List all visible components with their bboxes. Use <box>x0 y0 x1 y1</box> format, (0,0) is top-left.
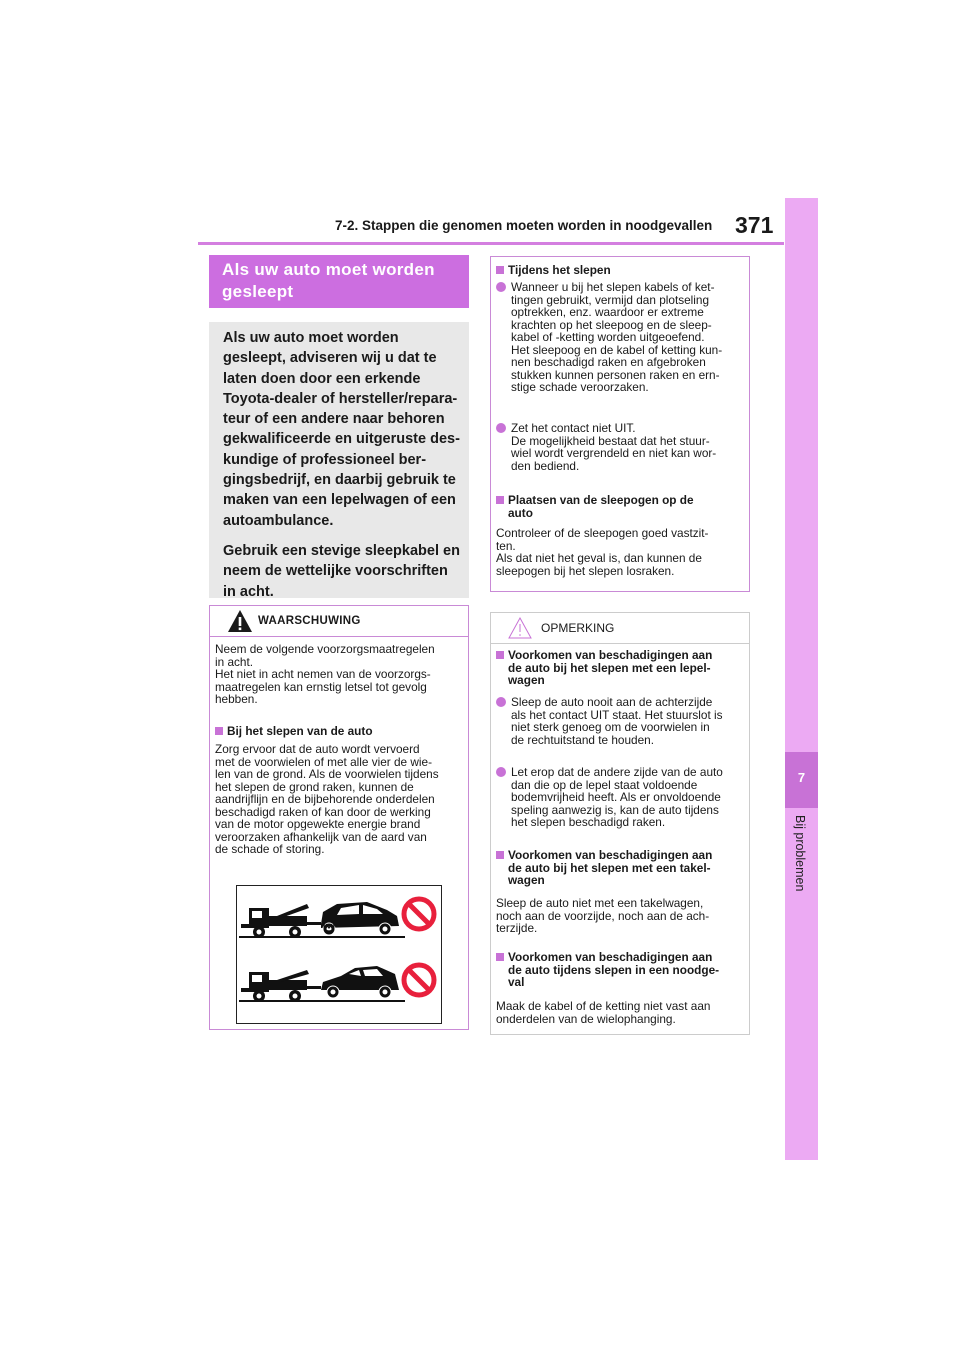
text-line: nen beschadigd raken en afgebroken <box>511 355 706 369</box>
text-line: hebben. <box>215 692 258 706</box>
subheading-text: Voorkomen van beschadigingen aan <box>508 848 713 862</box>
subheading-text: val <box>508 975 525 989</box>
note-box <box>490 612 750 1035</box>
round-bullet-icon <box>496 282 506 292</box>
text-line: De mogelijkheid bestaat dat het stuur- <box>511 433 710 448</box>
text-line: Het sleepoog en de kabel of ketting kun- <box>511 342 723 357</box>
text-line: tingen gebruikt, vermijd dan plotseling <box>511 292 710 307</box>
intro-line: autoambulance. <box>223 512 334 529</box>
caution-outline-triangle-icon <box>508 617 532 639</box>
text-line: niet sterk genoeg om de voorwielen in <box>511 720 710 734</box>
intro-line: gingsbedrijf, en daarbij gebruik te <box>223 472 456 489</box>
intro-line: maken van een lepelwagen of een <box>223 492 456 509</box>
intro-line: laten doen door een erkende <box>223 370 421 387</box>
text-line: aandrijflijn en de bijbehorende onderdelen <box>215 792 435 806</box>
subheading-text: Tijdens het slepen <box>508 263 611 277</box>
text-line: noch aan de voorzijde, noch aan de ach- <box>496 908 710 923</box>
intro-line: gesleept, adviseren wij u dat te <box>223 350 437 367</box>
intro-line: teur of een andere naar behoren <box>223 411 445 428</box>
text-line: Let erop dat de andere zijde van de auto <box>511 765 723 779</box>
towing-illustration <box>236 885 442 1024</box>
note-header <box>491 613 749 644</box>
body-text <box>496 897 746 935</box>
text-line: de rechtuitstand te houden. <box>511 732 654 747</box>
subheading-text: wagen <box>508 873 545 887</box>
subheading <box>496 951 746 989</box>
text-line: onderdelen van de wielophanging. <box>496 1011 676 1026</box>
towed-hatchback-icon <box>321 966 399 998</box>
text-line: het slepen de grond raken, kunnen de <box>215 779 414 794</box>
subheading-text: Plaatsen van de sleepogen op de <box>508 493 694 507</box>
text-line: kabel of -ketting worden uitgeoefend. <box>511 330 705 344</box>
round-bullet-icon <box>496 697 506 707</box>
intro-line: Toyota-dealer of hersteller/repara- <box>223 390 458 407</box>
square-bullet-icon <box>215 727 223 735</box>
subheading <box>496 849 746 887</box>
prohibited-towing-image <box>237 886 441 1023</box>
square-bullet-icon <box>496 953 504 961</box>
text-line: maatregelen kan ernstig letsel tot gevolg <box>215 679 427 694</box>
text-line: stukken kunnen personen raken en ern- <box>511 367 720 382</box>
subheading-text: auto <box>508 505 533 520</box>
text-line: met de voorwielen of met alle vier de wie- <box>215 754 433 769</box>
warning-body <box>215 743 465 856</box>
text-line: stige schade veroorzaken. <box>511 380 649 394</box>
towed-suv-icon <box>321 902 399 935</box>
subheading-text: de auto bij het slepen met een takel- <box>508 860 711 875</box>
text-line: speling aanwezig is, kan de auto tijdens <box>511 802 719 817</box>
intro-line: neem de wettelijke voorschriften <box>223 563 448 580</box>
bullet-item <box>496 422 746 472</box>
subheading-text: wagen <box>508 673 545 687</box>
text-line: als het contact UIT staat. Het stuurslot is <box>511 707 723 722</box>
square-bullet-icon <box>496 851 504 859</box>
text-line: wiel wordt vergrendeld en niet kan wor- <box>511 446 717 460</box>
chapter-number: 7 <box>797 770 806 785</box>
intro-paragraph <box>223 328 461 531</box>
body-text <box>496 527 746 577</box>
wrecker-truck-icon <box>241 904 321 938</box>
text-line: de schade of storing. <box>215 842 325 856</box>
warning-subheading <box>215 725 465 738</box>
text-line: Zorg ervoor dat de auto wordt vervoerd <box>215 742 420 756</box>
chapter-side-tab <box>785 198 818 1160</box>
page-number: 371 <box>735 212 774 238</box>
text-line: beschadigd raken of kan door de werking <box>215 804 431 819</box>
subheading-text: Voorkomen van beschadigingen aan <box>508 648 713 662</box>
text-line: optrekken, enz. waardoor er extreme <box>511 305 704 319</box>
text-line: dan die op de lepel staat voldoende <box>511 777 698 792</box>
text-line: krachten op het sleepoog en de sleep- <box>511 317 712 332</box>
bullet-item <box>496 696 746 746</box>
text-line: veroorzaken afhankelijk van de aard van <box>215 829 427 844</box>
square-bullet-icon <box>496 651 504 659</box>
intro-paragraph <box>223 541 461 602</box>
intro-line: gekwalificeerde en uitgeruste des- <box>223 431 460 448</box>
round-bullet-icon <box>496 767 506 777</box>
towing-tips-box <box>490 256 750 592</box>
text-line: Neem de volgende voorzorgsmaatregelen <box>215 642 435 656</box>
wrecker-truck-icon <box>241 970 321 1002</box>
bullet-item <box>496 281 746 394</box>
subheading <box>496 264 746 277</box>
subheading <box>496 649 746 687</box>
intro-line: in acht. <box>223 583 274 600</box>
text-line: in acht. <box>215 654 254 669</box>
warning-triangle-icon <box>227 609 253 633</box>
square-bullet-icon <box>496 266 504 274</box>
prohibited-icon <box>404 965 434 995</box>
section-title: 7-2. Stappen die genomen moeten worden in noodgevallen <box>335 218 713 233</box>
intro-box <box>209 322 469 598</box>
section-heading-line: gesleept <box>222 282 294 301</box>
warning-title: WAARSCHUWING <box>258 615 361 627</box>
section-heading <box>209 255 469 308</box>
subheading-text: Bij het slepen van de auto <box>227 724 373 738</box>
round-bullet-icon <box>496 423 506 433</box>
text-line: den bediend. <box>511 458 580 473</box>
warning-header <box>210 606 468 637</box>
text-line: Sleep de auto nooit aan de achterzijde <box>511 695 713 709</box>
subheading-text: de auto bij het slepen met een lepel- <box>508 660 711 675</box>
bullet-item <box>496 766 746 829</box>
text-line: terzijde. <box>496 921 538 935</box>
subheading <box>496 494 746 519</box>
text-line: Sleep de auto niet met een takelwagen, <box>496 896 704 910</box>
text-line: Wanneer u bij het slepen kabels of ket- <box>511 280 715 294</box>
header-rule <box>198 242 784 245</box>
text-line: Als dat niet het geval is, dan kunnen de <box>496 551 702 565</box>
text-line: len van de grond. Als de voorwielen tijdens <box>215 767 439 781</box>
text-line: van de motor opgewekte energie brand <box>215 817 421 831</box>
intro-line: Gebruik een stevige sleepkabel en <box>223 542 460 559</box>
prohibited-icon <box>404 899 434 929</box>
text-line: bodemvrijheid heeft. Als er onvoldoende <box>511 790 721 804</box>
text-line: Zet het contact niet UIT. <box>511 421 636 435</box>
subheading-text: Voorkomen van beschadigingen aan <box>508 950 713 964</box>
text-line: het slepen beschadigd raken. <box>511 815 666 829</box>
chapter-label: Bij problemen <box>793 815 807 892</box>
section-heading-line: Als uw auto moet worden <box>222 260 435 279</box>
text-line: Controleer of de sleepogen goed vastzit- <box>496 526 709 540</box>
intro-line: Als uw auto moet worden <box>223 330 399 346</box>
intro-line: kundige of professioneel ber- <box>223 451 427 468</box>
subheading-text: de auto tijdens slepen in een noodge- <box>508 962 720 977</box>
square-bullet-icon <box>496 496 504 504</box>
note-title: OPMERKING <box>541 621 615 635</box>
text-line: Maak de kabel of de ketting niet vast aan <box>496 999 711 1013</box>
body-text <box>496 1000 746 1025</box>
text-line: sleepogen bij het slepen losraken. <box>496 563 675 578</box>
text-line: ten. <box>496 538 516 553</box>
warning-intro <box>215 643 465 706</box>
text-line: Het niet in acht nemen van de voorzorgs- <box>215 667 431 681</box>
